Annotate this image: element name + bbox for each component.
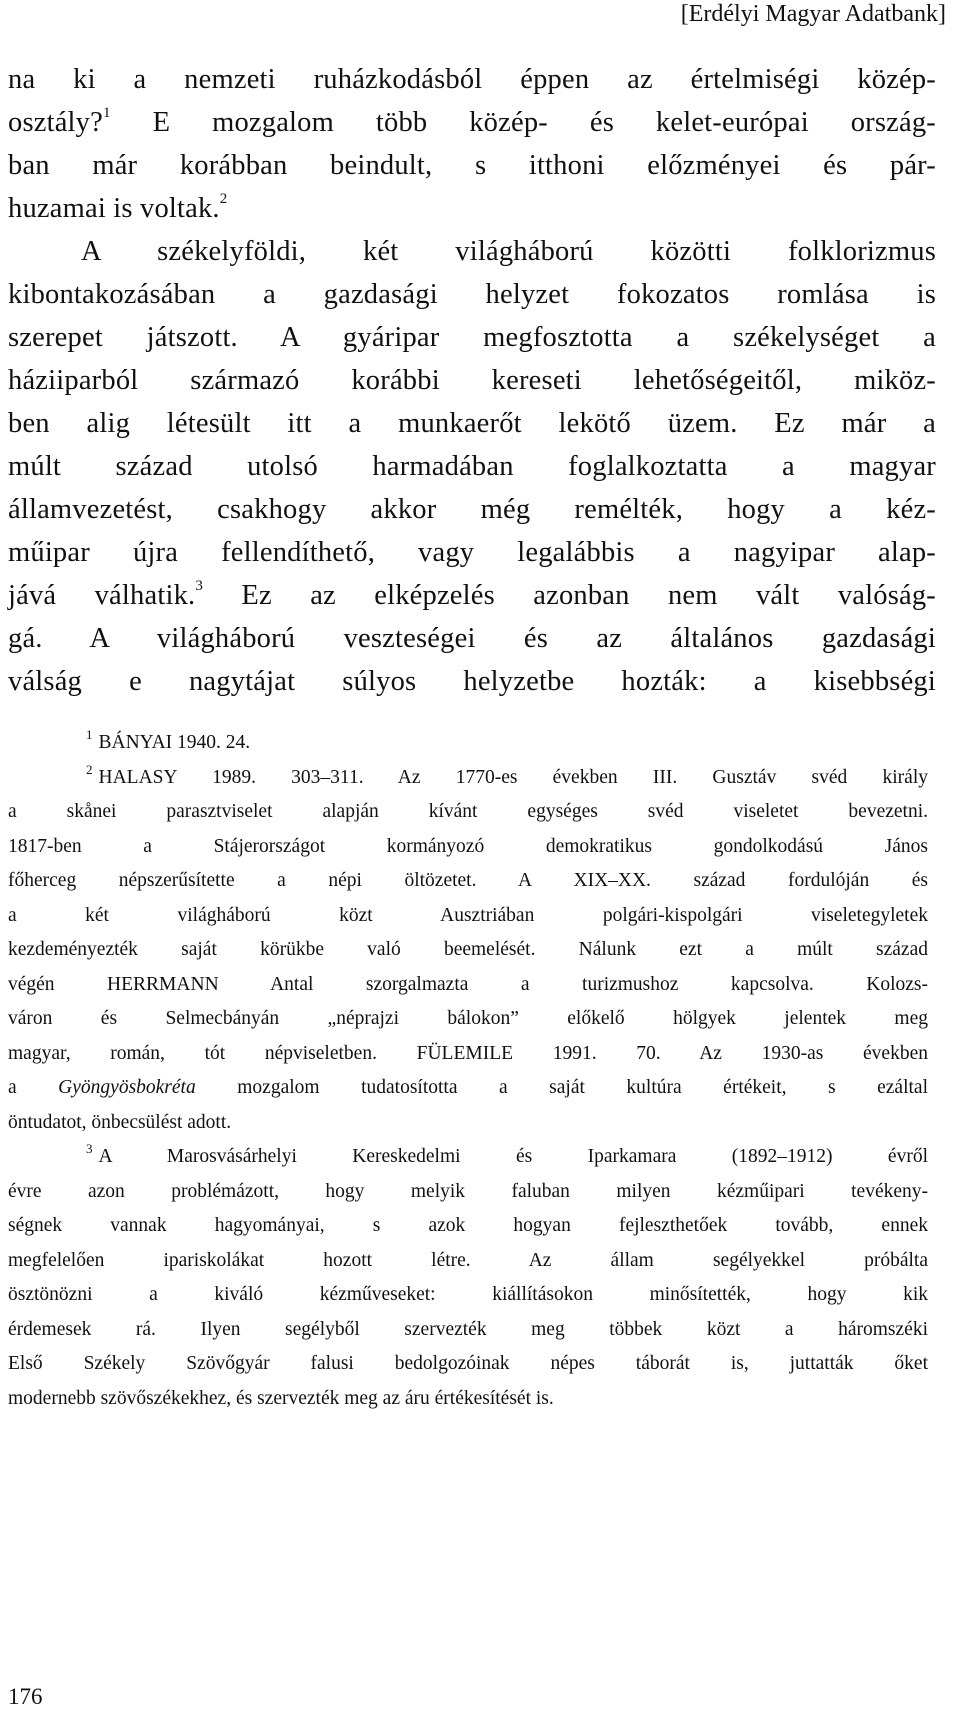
footnote-1: $^1$ BÁNYAI 1940. 24. — [86, 727, 251, 753]
body-line: háziiparból származó korábbi kereseti lehetőségeitől, miköz- — [8, 365, 936, 396]
source-label: [Erdélyi Magyar Adatbank] — [680, 1, 946, 27]
body-line: na ki a nemzeti ruházkodásból éppen az értelmiségi közép- — [8, 64, 936, 95]
footnote-2-line: $^2$ HALASY 1989. 303–311. Az 1770-es években III. Gusztáv svéd király — [86, 761, 928, 788]
body-line: műipar újra fellendíthető, vagy legalábbis a nagyipar alap- — [8, 537, 936, 568]
footnote-3-line: ségnek vannak hagyományai, s azok hogyan fejleszthetőek tovább, ennek — [8, 1215, 928, 1236]
body-line: huzamai is voltak.$^2$ — [8, 191, 228, 224]
body-line: gá. A világháború veszteségei és az általános gazdasági — [8, 623, 936, 654]
footnote-2-line: magyar, román, tót népviseletben. FÜLEMILE 1991. 70. Az 1930-as években — [8, 1042, 928, 1064]
body-line: válság e nagytájat súlyos helyzetbe hozták: a kisebbségi — [8, 666, 936, 697]
footnote-2-line: 1817-ben a Stájerországot kormányozó demokratikus gondolkodású János — [8, 835, 928, 857]
footnote-2-line: végén HERRMANN Antal szorgalmazta a turizmushoz kapcsolva. Kolozs- — [8, 973, 928, 995]
body-line: szerepet játszott. A gyáripar megfosztotta a székelységet a — [8, 322, 936, 353]
footnote-2-line: öntudatot, önbecsülést adott. — [8, 1111, 232, 1133]
footnote-2-line: kezdeményezték saját körükbe való beemelését. Nálunk ezt a múlt század — [8, 939, 928, 960]
footnote-3-line: modernebb szövőszékekhez, és szervezték meg az áru értékesítését is. — [8, 1387, 554, 1409]
footnote-2-line: a skånei parasztviselet alapján kívánt egységes svéd viseletet bevezetni. — [8, 801, 928, 822]
footnote-3-line: Első Székely Szövőgyár falusi bedolgozóinak népes táborát is, juttatták őket — [8, 1353, 928, 1374]
body-line: múlt század utolsó harmadában foglalkoztatta a magyar — [8, 451, 936, 482]
page-header — [0, 0, 960, 28]
body-line: osztály?$^1$ E mozgalom több közép- és kelet-európai ország- — [8, 105, 936, 138]
paragraph-start-line: A székelyföldi, két világháború közötti folklorizmus — [81, 236, 936, 267]
footnote-ref-2[interactable]: 2 — [219, 191, 228, 207]
footnote-2-line: váron és Selmecbányán „néprajzi bálokon” előkelő hölgyek jelentek meg — [8, 1008, 928, 1029]
footnote-3-line: $^3$ A Marosvásárhelyi Kereskedelmi és Iparkamara (1892–1912) évről — [86, 1141, 928, 1167]
footnotes — [8, 726, 928, 1416]
body-line: jává válhatik.$^3$ Ez az elképzelés azonban nem vált valóság- — [8, 578, 936, 611]
footnote-3-line: ösztönözni a kiváló kézműveseket: kiállításokon minősítették, hogy kik — [8, 1284, 928, 1305]
body-line: ban már korábban beindult, s itthoni előzményei és pár- — [8, 150, 936, 181]
body-line: kibontakozásában a gazdasági helyzet fokozatos romlása is — [8, 279, 936, 310]
footnote-3-line: megfelelően ipariskolákat hozott létre. Az állam segélyekkel próbálta — [8, 1249, 928, 1271]
footnote-ref-1[interactable]: 1 — [102, 105, 111, 121]
footnote-2-line: a Gyöngyösbokréta mozgalom tudatosította a saját kultúra értékeit, s ezáltal — [8, 1077, 928, 1098]
body-line: ben alig létesült itt a munkaerőt lekötő üzem. Ez már a — [8, 408, 936, 439]
footnote-2-line: a két világháború közt Ausztriában polgári-kispolgári viseletegyletek — [8, 904, 928, 926]
footnote-2-line: főherceg népszerűsítette a népi öltözetet. A XIX–XX. század fordulóján és — [8, 870, 928, 891]
italic-title: Gyöngyösbokréta — [58, 1077, 196, 1098]
footnote-3-line: érdemesek rá. Ilyen segélyből szervezték meg többek közt a háromszéki — [8, 1318, 928, 1340]
body-text — [8, 58, 936, 703]
body-line: államvezetést, csakhogy akkor még remélték, hogy a kéz- — [8, 494, 936, 525]
page-number: 176 — [8, 1684, 43, 1709]
footnote-ref-3[interactable]: 3 — [195, 578, 204, 594]
footnote-3-line: évre azon problémázott, hogy melyik faluban milyen kézműipari tevékeny- — [8, 1180, 928, 1202]
